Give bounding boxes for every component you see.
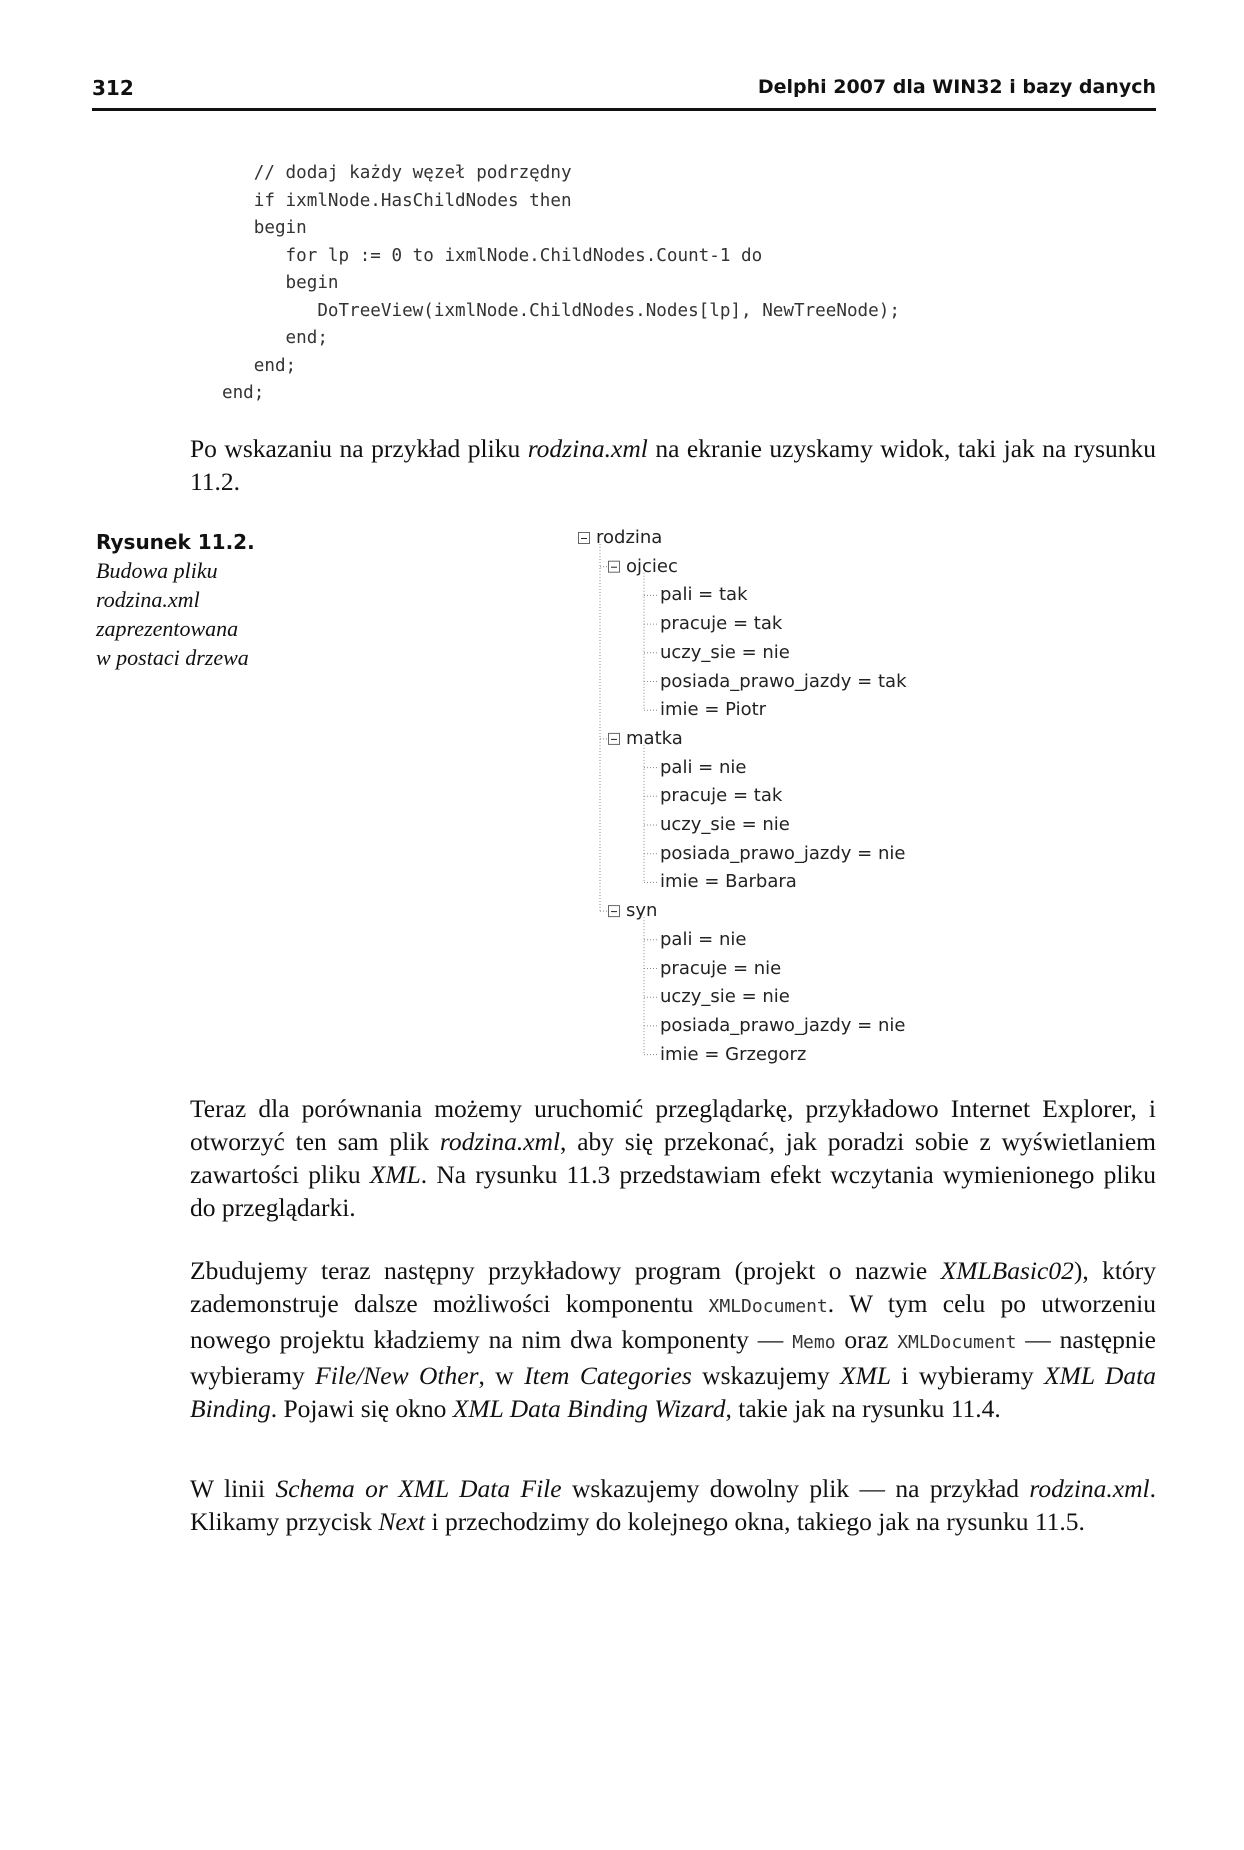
- tree-node-leaf[interactable]: pracuje = tak: [660, 785, 783, 807]
- text: Zbudujemy teraz następny przykładowy program (projekt o nazwie: [190, 1256, 941, 1285]
- page-header: [92, 76, 1156, 111]
- filename: rodzina.xml: [1029, 1474, 1150, 1503]
- code-listing: [222, 160, 900, 408]
- text: Po wskazaniu na przykład pliku: [190, 434, 528, 463]
- figure-label: Rysunek 11.2.: [96, 530, 255, 554]
- filename: rodzina.xml: [527, 434, 648, 463]
- term: XML: [840, 1361, 892, 1390]
- caption-line: w postaci drzewa: [96, 645, 249, 670]
- code-line: begin: [222, 273, 339, 293]
- text: i przechodzimy do kolejnego okna, takiego jak na rysunku 11.5.: [425, 1507, 1085, 1536]
- code-line: begin: [222, 218, 307, 238]
- tree-node-leaf[interactable]: pracuje = nie: [660, 957, 782, 979]
- tree-node-root[interactable]: rodzina: [596, 527, 663, 548]
- text: ), który zademonstruje dalsze możliwości komponentu: [190, 1256, 1156, 1318]
- text: i wybieramy: [891, 1361, 1045, 1390]
- term: XML: [369, 1160, 421, 1189]
- caption-line: Budowa pliku: [96, 558, 218, 583]
- component-name: XMLDocument: [708, 1296, 828, 1317]
- code-line: for lp := 0 to ixmlNode.ChildNodes.Count-1 do: [222, 245, 763, 266]
- text: . Na rysunku 11.3 przedstawiam efekt wczytania wymienionego pliku do przeglądarki.: [190, 1160, 1156, 1222]
- text: . Pojawi się okno: [270, 1394, 453, 1423]
- text: . W tym celu po utworzeniu nowego projektu kładziemy na nim dwa komponenty —: [190, 1289, 1156, 1354]
- tree-node-leaf[interactable]: pali = tak: [660, 584, 748, 606]
- text: , aby się przekonać, jak poradzi sobie z wyświetlaniem zawartości pliku: [190, 1127, 1156, 1189]
- paragraph-xmlbasic: [190, 1254, 1156, 1425]
- text: Teraz dla porównania możemy uruchomić przeglądarkę, przykładowo Internet Explorer, i otworzyć ten sam plik: [190, 1094, 1156, 1156]
- paragraph-browser: [190, 1092, 1156, 1224]
- button-name: Next: [378, 1507, 426, 1536]
- text: wskazujemy dowolny plik — na przykład: [561, 1474, 1030, 1503]
- tree-node-group[interactable]: syn: [626, 900, 658, 922]
- text: , takie jak na rysunku 11.4.: [725, 1394, 1001, 1423]
- page-number: 312: [92, 76, 134, 100]
- tree-node-leaf[interactable]: uczy_sie = nie: [660, 814, 790, 835]
- tree-node-leaf[interactable]: posiada_prawo_jazdy = nie: [660, 842, 906, 864]
- caption-line: zaprezentowana: [96, 616, 239, 641]
- tree-node-leaf[interactable]: posiada_prawo_jazdy = tak: [660, 670, 907, 692]
- code-line: if ixmlNode.HasChildNodes then: [222, 190, 572, 211]
- tree-node-leaf[interactable]: uczy_sie = nie: [660, 641, 790, 663]
- tree-node-leaf[interactable]: pracuje = tak: [660, 613, 783, 635]
- tree-node-group[interactable]: ojciec: [626, 555, 678, 577]
- code-line: end;: [222, 328, 328, 348]
- running-title: Delphi 2007 dla WIN32 i bazy danych: [757, 76, 1156, 98]
- collapse-icon[interactable]: [609, 733, 620, 744]
- figure-caption-text: [96, 556, 326, 672]
- term: XML Data Binding: [190, 1361, 1156, 1423]
- paragraph-schema: [190, 1472, 1156, 1538]
- tree-node-leaf[interactable]: uczy_sie = nie: [660, 986, 790, 1008]
- xml-tree-view: [574, 526, 974, 1066]
- text: oraz: [835, 1325, 898, 1354]
- tree-node-leaf[interactable]: imie = Barbara: [660, 871, 797, 893]
- figure-caption: [96, 530, 326, 672]
- collapse-icon[interactable]: [609, 561, 620, 572]
- term: Schema or XML Data File: [275, 1474, 562, 1503]
- text: . Klikamy przycisk: [190, 1474, 1156, 1536]
- text: wskazujemy: [691, 1361, 841, 1390]
- text: , w: [478, 1361, 525, 1390]
- menu-path: File/New Other: [315, 1361, 479, 1390]
- tree-node-leaf[interactable]: imie = Piotr: [660, 699, 767, 721]
- project-name: XMLBasic02: [940, 1256, 1074, 1285]
- tree-node-leaf[interactable]: pali = nie: [660, 756, 747, 778]
- paragraph-intro: [190, 432, 1156, 498]
- component-name: XMLDocument: [897, 1332, 1017, 1353]
- tree-node-leaf[interactable]: imie = Grzegorz: [660, 1043, 807, 1065]
- component-name: Memo: [792, 1332, 836, 1353]
- text: na ekranie uzyskamy widok, taki jak na rysunku 11.2.: [190, 434, 1156, 496]
- tree-node-leaf[interactable]: pali = nie: [660, 928, 747, 950]
- text: W linii: [190, 1474, 276, 1503]
- term: Item Categories: [524, 1361, 692, 1390]
- collapse-icon[interactable]: [579, 533, 590, 544]
- term: XML Data Binding Wizard: [452, 1394, 726, 1423]
- code-line: end;: [222, 355, 297, 376]
- code-line: // dodaj każdy węzeł podrzędny: [222, 163, 572, 183]
- caption-line: rodzina.xml: [96, 587, 200, 612]
- code-line: DoTreeView(ixmlNode.ChildNodes.Nodes[lp], NewTreeNode);: [222, 300, 900, 321]
- tree-node-group[interactable]: matka: [626, 727, 683, 749]
- code-line: end;: [222, 383, 265, 403]
- collapse-icon[interactable]: [609, 906, 620, 917]
- filename: rodzina.xml: [439, 1127, 561, 1156]
- text: — następnie wybieramy: [190, 1325, 1156, 1390]
- tree-node-leaf[interactable]: posiada_prawo_jazdy = nie: [660, 1014, 906, 1036]
